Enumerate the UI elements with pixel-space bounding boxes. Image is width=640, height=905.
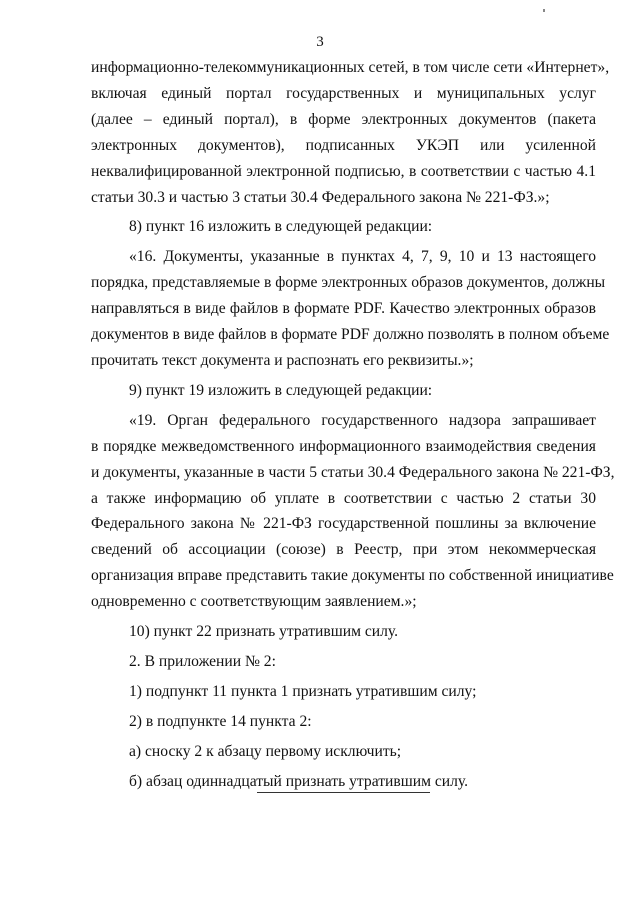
text-line: а также информацию об уплате в соответствии с частью 2 статьи 30 — [91, 489, 596, 507]
text-line: одновременно с соответствующим заявлением.»; — [91, 593, 417, 611]
paragraph-item-8 — [91, 214, 596, 240]
text-line: порядка, представляемые в форме электронных образов документов, должны — [91, 274, 606, 292]
text-line: а) сноску 2 к абзацу первому исключить; — [129, 742, 402, 760]
text-line: информационно-телекоммуникационных сетей, в том числе сети «Интернет», — [91, 59, 610, 76]
text-line: сведений об ассоциации (союзе) в Реестр, при этом некоммерческая — [91, 541, 596, 559]
page-number: 3 — [316, 34, 324, 50]
paragraph-clause-16 — [91, 244, 610, 374]
text-line: «16. Документы, указанные в пунктах 4, 7, 9, 10 и 13 настоящего — [129, 248, 596, 266]
paragraph-subitem-2 — [91, 709, 596, 735]
paragraph-subitem-b — [91, 769, 596, 795]
text-line: 9) пункт 19 изложить в следующей редакции: — [129, 381, 433, 399]
text-line: в порядке межведомственного информационного взаимодействия сведения — [91, 437, 596, 455]
text-line: документов в виде файлов в формате PDF должно позволять в полном объеме — [91, 326, 610, 344]
paragraph-section-2 — [91, 649, 596, 675]
text-line: 2. В приложении № 2: — [129, 652, 276, 670]
paragraph-subitem-1 — [91, 679, 596, 705]
paragraph-item-10 — [91, 619, 596, 645]
text-line: 2) в подпункте 14 пункта 2: — [129, 712, 312, 730]
text-line: статьи 30.3 и частью 3 статьи 30.4 Федерального закона № 221-ФЗ.»; — [91, 188, 550, 206]
document-body — [91, 55, 615, 794]
text-line: 8) пункт 16 изложить в следующей редакции: — [129, 218, 433, 236]
text-line: б) абзац одиннадцатый признать утратившим силу. — [129, 772, 469, 790]
scan-speck — [543, 9, 545, 12]
paragraph-subitem-a — [91, 739, 596, 765]
text-line: неквалифицированной электронной подписью, в соответствии с частью 4.1 — [91, 162, 596, 180]
text-line: направляться в виде файлов в формате PDF. Качество электронных образов — [91, 300, 596, 318]
closing-rule — [257, 792, 430, 793]
text-line: «19. Орган федерального государственного надзора запрашивает — [129, 411, 596, 429]
text-line: электронных документов), подписанных УКЭП или усиленной — [91, 136, 596, 154]
text-line: 10) пункт 22 признать утратившим силу. — [129, 623, 399, 641]
text-line: организация вправе представить такие документы по собственной инициативе — [91, 567, 614, 585]
text-line: Федерального закона № 221-ФЗ государственной пошлины за включение — [91, 515, 596, 533]
paragraph-continuation — [91, 55, 610, 210]
text-line: включая единый портал государственных и муниципальных услуг — [91, 84, 596, 102]
text-line: (далее – единый портал), в форме электронных документов (пакета — [91, 110, 596, 128]
text-line: и документы, указанные в части 5 статьи 30.4 Федерального закона № 221-ФЗ, — [91, 463, 615, 481]
text-line: прочитать текст документа и распознать его реквизиты.»; — [91, 351, 474, 369]
text-line: 1) подпункт 11 пункта 1 признать утратившим силу; — [129, 682, 477, 700]
paragraph-clause-19 — [91, 408, 615, 615]
paragraph-item-9 — [91, 378, 596, 404]
